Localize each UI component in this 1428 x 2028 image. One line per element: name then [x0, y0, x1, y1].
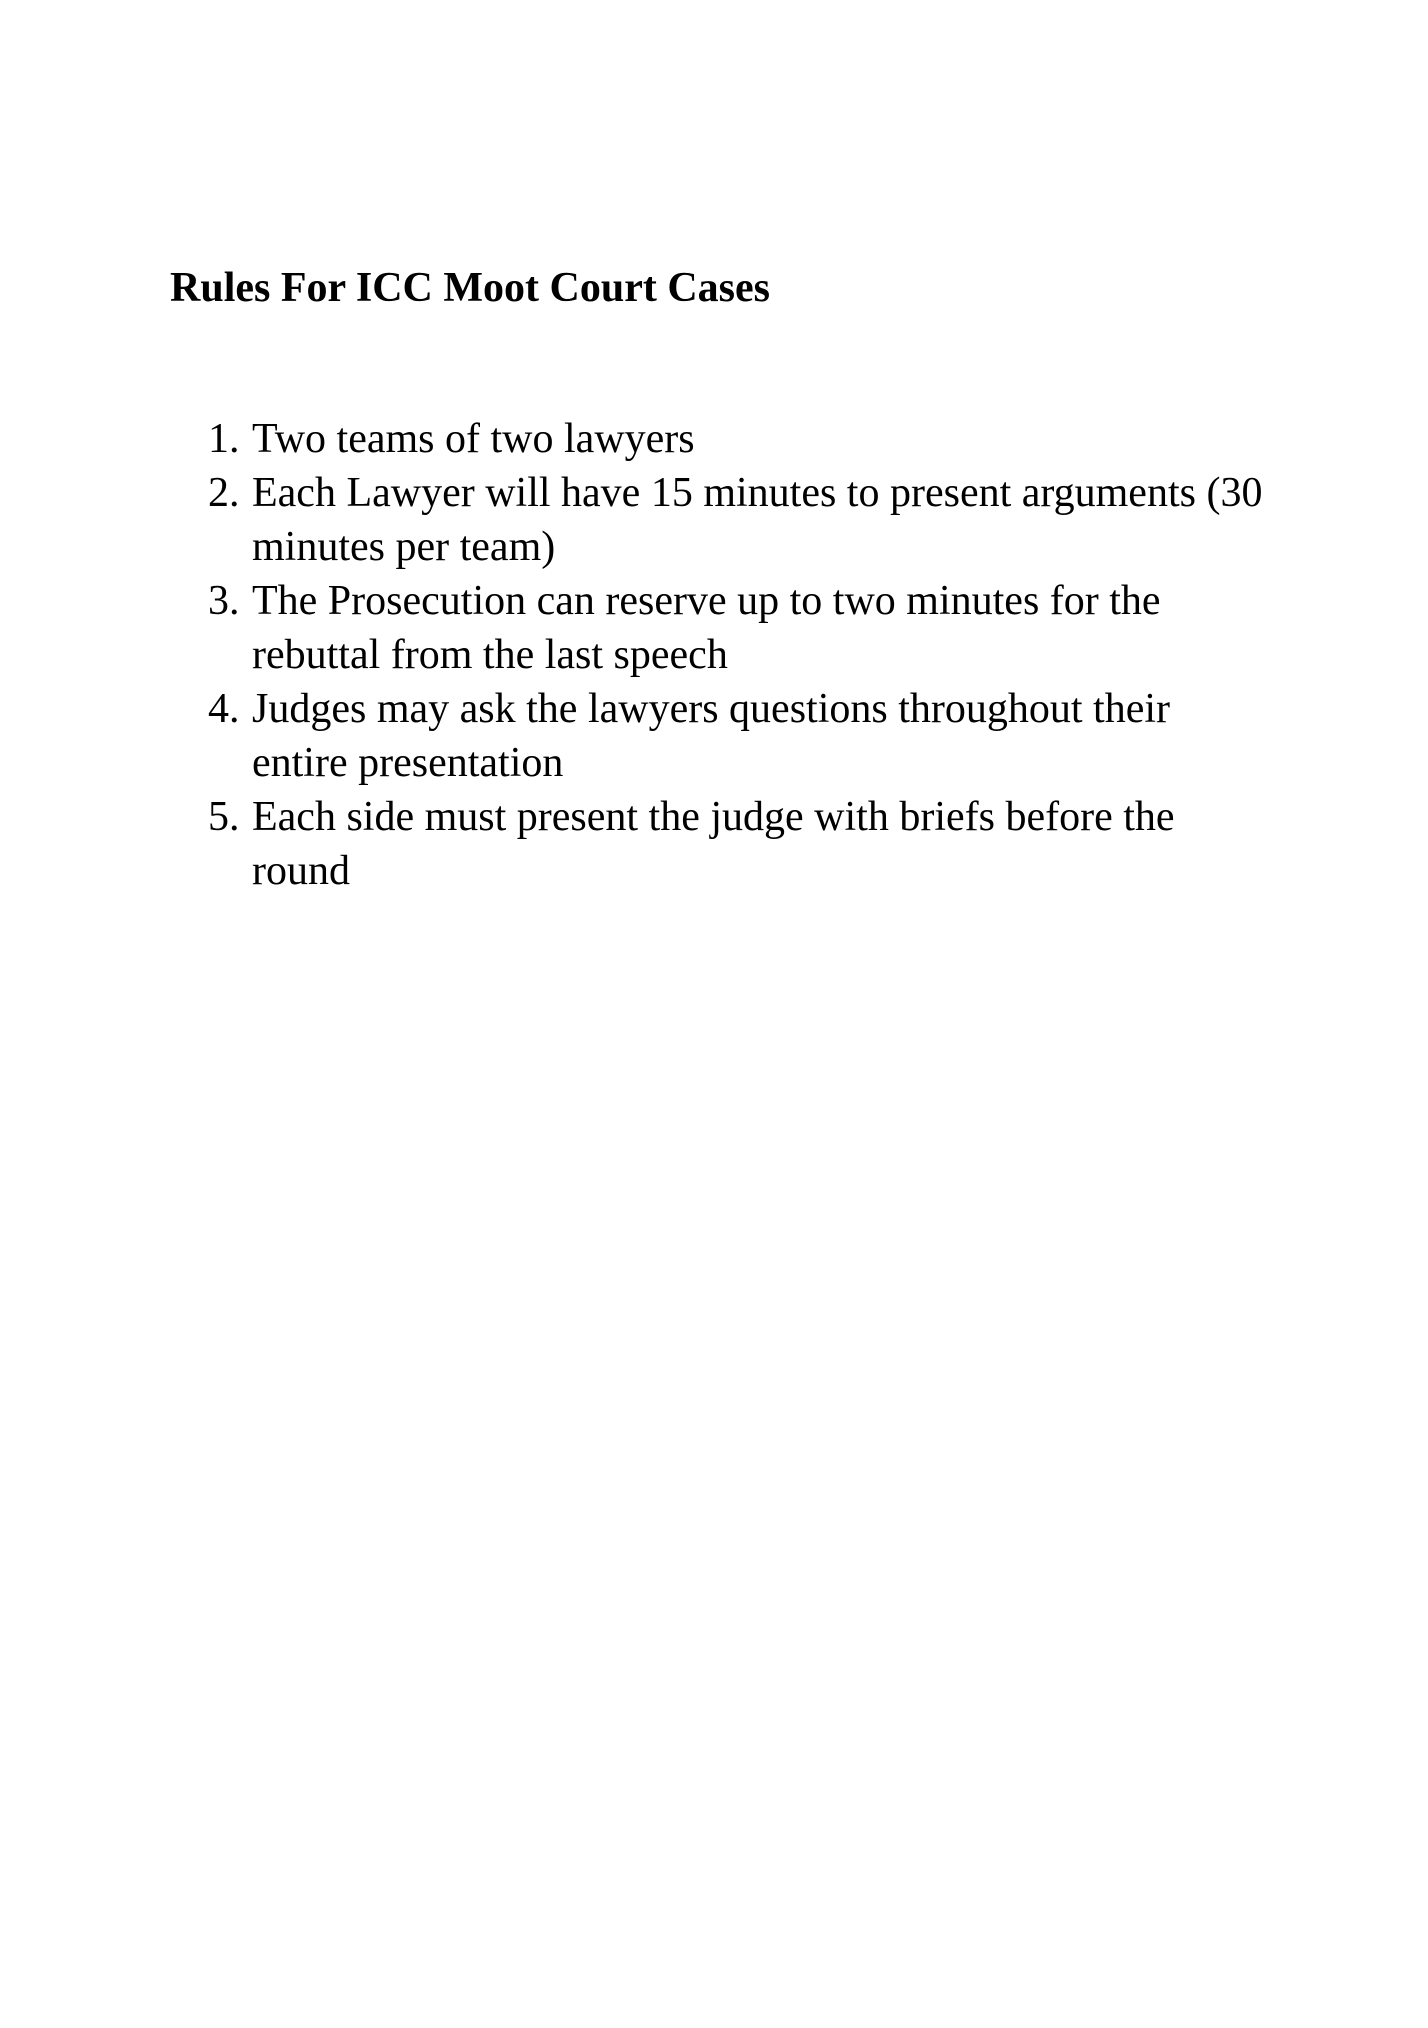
rule-item-5 — [208, 790, 1268, 898]
rule-number: 5. — [208, 794, 240, 840]
rule-text: Each side must present the judge with briefs before the round — [252, 794, 1175, 894]
rule-item-1 — [208, 412, 1268, 466]
rule-item-3 — [208, 574, 1268, 682]
rule-text: Each Lawyer will have 15 minutes to present arguments (30 minutes per team) — [252, 470, 1263, 570]
rule-item-2 — [208, 466, 1268, 574]
rule-text: The Prosecution can reserve up to two minutes for the rebuttal from the last speech — [252, 578, 1161, 678]
rule-number: 2. — [208, 470, 240, 516]
rule-text: Judges may ask the lawyers questions throughout their entire presentation — [252, 686, 1171, 786]
rules-list — [208, 412, 1268, 898]
rule-number: 3. — [208, 578, 240, 624]
rule-text: Two teams of two lawyers — [252, 416, 695, 462]
rule-item-4 — [208, 682, 1268, 790]
rule-number: 1. — [208, 416, 240, 462]
rule-number: 4. — [208, 686, 240, 732]
document-title: Rules For ICC Moot Court Cases — [170, 265, 770, 311]
